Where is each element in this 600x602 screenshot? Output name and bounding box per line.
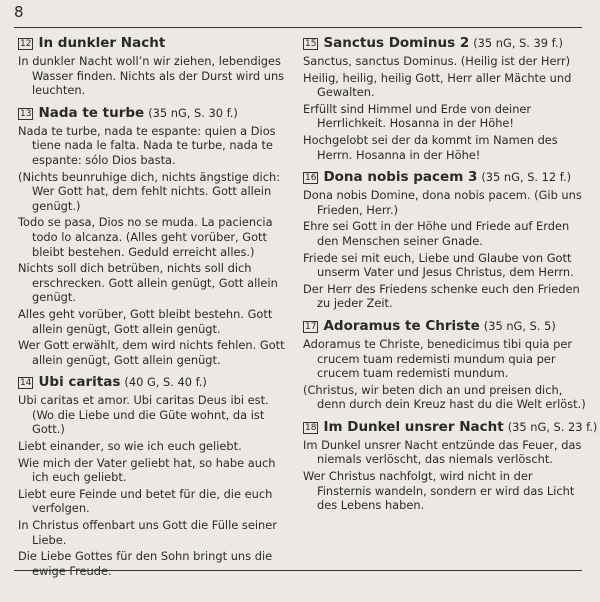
- song-header: [303, 36, 589, 51]
- lyrics-paragraph: Ubi caritas et amor. Ubi caritas Deus ibi est. (Wo die Liebe und die Güte wohnt, da ist Gott.): [18, 393, 269, 437]
- lyrics-paragraph: (Nichts beunruhige dich, nichts ängstige dich: Wer Gott hat, dem fehlt nichts. Gott allein genügt.): [18, 169, 281, 213]
- song-reference: (40 G, S. 40 f.): [124, 375, 207, 390]
- song-header: [303, 418, 598, 435]
- lyrics-paragraph: Erfüllt sind Himmel und Erde von deiner Herrlichkeit. Hosanna in der Höhe!: [303, 101, 532, 131]
- song-reference: (35 nG, S. 30 f.): [148, 105, 238, 120]
- song-14: [18, 375, 286, 578]
- page-number: 8: [14, 3, 24, 21]
- song-reference: (35 nG, S. 39 f.): [473, 36, 563, 50]
- song-reference: (35 nG, S. 23 f.): [507, 419, 598, 434]
- song-title: Sanctus Dominus 2: [323, 35, 470, 51]
- lyrics-paragraph: In Christus offenbart uns Gott die Fülle seiner Liebe.: [18, 518, 277, 547]
- song-header: [18, 36, 286, 51]
- lyrics-paragraph: Nada te turbe, nada te espante: quien a Dios tiene nada le falta. Nada te turbe, nada te espante: sólo Dios basta.: [18, 123, 276, 167]
- song-18: [303, 418, 598, 513]
- song-title: Dona nobis pacem 3: [323, 169, 478, 186]
- lyrics-paragraph: Dona nobis Domine, dona nobis pacem. (Gib uns Frieden, Herr.): [303, 188, 582, 217]
- song-reference: (35 nG, S. 12 f.): [481, 170, 572, 185]
- lyrics-paragraph: Hochgelobt sei der da kommt im Namen des Herrn. Hosanna in der Höhe!: [303, 132, 558, 162]
- song-reference: (35 nG, S. 5): [483, 318, 556, 333]
- song-15: [303, 36, 589, 162]
- song-title: Nada te turbe: [38, 104, 145, 121]
- lyrics-paragraph: Heilig, heilig, heilig Gott, Herr aller Mächte und Gewalten.: [303, 70, 572, 100]
- song-number-box: 16: [305, 173, 317, 184]
- song-header: [303, 170, 589, 185]
- song-12: [18, 36, 286, 98]
- song-number-box: 12: [20, 39, 32, 49]
- song-16: [303, 170, 589, 311]
- song-title: Im Dunkel unsrer Nacht: [323, 418, 504, 435]
- lyrics-paragraph: Im Dunkel unsrer Nacht entzünde das Feuer, das niemals verlöscht, das niemals verlöscht.: [303, 437, 582, 467]
- song-number-box: 15: [305, 39, 317, 49]
- lyrics-paragraph: Nichts soll dich betrüben, nichts soll dich erschrecken. Gott allein genügt, Gott allein genügt.: [18, 261, 278, 305]
- lyrics-paragraph: Alles geht vorüber, Gott bleibt bestehn. Gott allein genügt, Gott allein genügt.: [18, 306, 273, 336]
- lyrics-paragraph: Liebt eure Feinde und betet für die, die euch verfolgen.: [18, 486, 273, 516]
- left-column: [18, 36, 286, 586]
- song-title: Ubi caritas: [38, 374, 121, 391]
- lyrics-paragraph: Ehre sei Gott in der Höhe und Friede auf Erden den Menschen seiner Gnade.: [303, 219, 570, 248]
- lyrics-paragraph: (Christus, wir beten dich an und preisen dich, denn durch dein Kreuz hast du die Welt erlöst.): [303, 382, 586, 412]
- lyrics-paragraph: Wer Gott erwählt, dem wird nichts fehlen. Gott allein genügt, Gott allein genügt.: [18, 338, 285, 367]
- lyrics-paragraph: Sanctus, sanctus Dominus. (Heilig ist der Herr): [303, 54, 571, 68]
- song-title: Adoramus te Christe: [323, 317, 480, 334]
- song-number-box: 13: [20, 108, 32, 119]
- song-header: [303, 319, 589, 334]
- top-rule: [14, 27, 582, 28]
- right-column: [303, 35, 598, 521]
- lyrics-paragraph: Wie mich der Vater geliebt hat, so habe auch ich euch geliebt.: [18, 455, 276, 485]
- song-number-box: 14: [20, 378, 32, 389]
- song-header: [18, 375, 286, 390]
- bottom-rule: [14, 570, 582, 571]
- song-header: [18, 106, 286, 121]
- song-17: [303, 319, 589, 412]
- song-number-box: 18: [305, 422, 317, 433]
- lyrics-paragraph: Friede sei mit euch, Liebe und Glaube von Gott unserm Vater und Jesus Christus, dem Herrn.: [303, 250, 574, 280]
- lyrics-paragraph: Adoramus te Christe, benedicimus tibi quia per crucem tuam redemisti mundum quia per crucem tuam redemisti mundum.: [303, 336, 573, 381]
- lyrics-paragraph: Todo se pasa, Dios no se muda. La paciencia todo lo alcanza. (Alles geht vorüber, Gott bleibt bestehen. Geduld erreicht alles.): [18, 215, 273, 259]
- lyrics-paragraph: Der Herr des Friedens schenke euch den Frieden zu jeder Zeit.: [303, 281, 580, 311]
- song-13: [18, 106, 286, 368]
- lyrics-paragraph: In dunkler Nacht woll’n wir ziehen, lebendiges Wasser finden. Nichts als der Durst wird uns leuchten.: [18, 54, 285, 98]
- lyrics-paragraph: Liebt einander, so wie ich euch geliebt.: [18, 439, 242, 454]
- lyrics-paragraph: Wer Christus nachfolgt, wird nicht in der Finsternis wandeln, sondern er wird das Licht des Lebens haben.: [303, 469, 575, 513]
- song-title: In dunkler Nacht: [38, 35, 166, 51]
- lyrics-paragraph: Die Liebe Gottes für den Sohn bringt uns die ewige Freude.: [18, 549, 273, 578]
- song-number-box: 17: [305, 321, 317, 332]
